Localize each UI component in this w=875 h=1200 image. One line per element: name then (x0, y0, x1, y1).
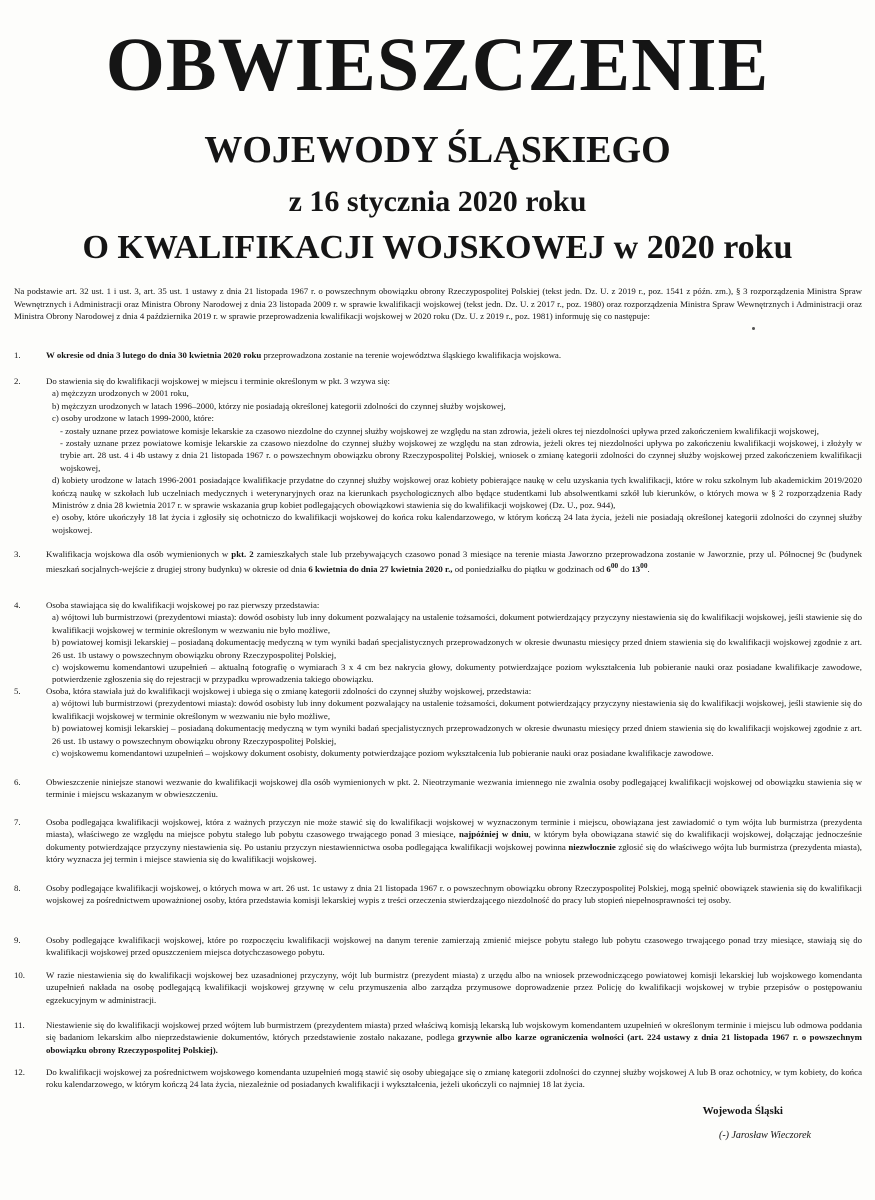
point-3-hour-to: $13^{00}$ (631, 561, 648, 575)
point-5-item-b: b) powiatowej komisji lekarskiej – posiadaną dokumentację medyczną w tym wyniki badań specjalistycznych przeprowadzonych w okresie dwunastu miesięcy przed dniem stawienia się do kwalifikacji wojskowej zgodnie z art. 26 ust. 1b ustawy o powszechnym obowiązku obrony Rzeczypospolitej Polskiej, (52, 723, 862, 746)
point-4-lead: Osoba stawiająca się do kwalifikacji wojskowej po raz pierwszy przedstawia: (46, 600, 320, 610)
point-2-item-c1: - zostały uznane przez powiatowe komisje lekarskie za czasowo niezdolne do czynnej służby wojskowej ze względu na stan zdrowia, jeżeli okres tej niezdolności upływa przed zakończeniem kwalifikacji wojskowej, (60, 425, 819, 436)
point-number: 1. (14, 350, 21, 360)
point-number: 7. (14, 817, 21, 827)
point-12 (14, 1066, 862, 1091)
point-number: 10. (14, 970, 25, 980)
point-12-text: Do kwalifikacji wojskowej za pośrednictwem wojskowego komendanta uzupełnień mogą stawić się osoby ubiegające się o zmianę kategorii zdolności do czynnej służby wojskowej A lub B oraz ochotnicy, w tym kobiety, do końca roku kalendarzowego, w którym kończą 24 lata życia, niezależnie od posiadanych kwalifikacji i wykształcenia, jeżeli ukończyli co najmniej 18 lat życia. (46, 1067, 862, 1090)
legal-basis-paragraph: Na podstawie art. 32 ust. 1 i ust. 3, art. 35 ust. 1 ustawy z dnia 21 listopada 1967 r. o powszechnym obowiązku obrony Rzeczypospolitej Polskiej (tekst jedn. Dz. U. z 2019 r., poz. 1541 z późn. zm.), § 3 rozporządzenia Ministra Spraw Wewnętrznych i Administracji oraz Ministra Obrony Narodowej z dnia 23 listopada 2009 r. w sprawie kwalifikacji wojskowej (tekst jedn. Dz. U. z 2017 r., poz. 1980) oraz rozporządzenia Ministra Spraw Wewnętrznych i Administracji oraz Ministra Obrony Narodowej z dnia 4 października 2019 r. w sprawie przeprowadzenia kwalifikacji wojskowej w 2020 roku (Dz. U. z 2019 r., poz. 1981) informuję się co następuje: (14, 286, 862, 322)
point-11-text: Niestawienie się do kwalifikacji wojskowej przed wójtem lub burmistrzem (prezydentem miasta) przed właściwą komisją lekarską lub wojskowym komendantem uzupełnień w określonym terminie i miejscu lub odmowa poddania się badaniom lekarskim albo nieprzedstawienie dokumentów, których przedstawienie zostało nakazane, podlega (46, 1020, 862, 1043)
point-7 (14, 816, 862, 866)
signature-title: Wojewoda Śląski (702, 1105, 783, 1117)
point-2-item-c: c) osoby urodzone w latach 1999-2000, które: (52, 413, 214, 424)
point-6-text: Obwieszczenie niniejsze stanowi wezwanie do kwalifikacji wojskowej dla osób wymienionych w pkt. 2. Nieotrzymanie wezwania imiennego nie zwalnia osoby podlegającej kwalifikacji wojskowej od obowiązku stawienia się w terminie i miejscu wskazanym w obwieszczeniu. (46, 777, 862, 800)
point-8 (14, 882, 862, 907)
point-5-item-c: c) wojskowemu komendantowi uzupełnień – wojskowy dokument osobisty, dokumenty potwierdzające poziom wykształcenia lub pobieranie nauki oraz posiadane kwalifikacje zawodowe. (52, 748, 714, 759)
main-title: OBWIESZCZENIE (105, 23, 770, 107)
point-number: 8. (14, 883, 21, 893)
signature-name: (-) Jarosław Wieczorek (718, 1130, 811, 1141)
point-11-penalty: grzywnie albo karze ograniczenia wolności (art. 224 ustawy z dnia 21 listopada 1967 r. o powszechnym obowiązku obrony Rzeczypospolitej Polskiej). (46, 1032, 862, 1055)
point-3-text: do (618, 564, 632, 575)
point-4-item-c: c) wojskowemu komendantowi uzupełnień – aktualną fotografię o wymiarach 3 x 4 cm bez nakrycia głowy, dokumenty potwierdzające poziom wykształcenia lub pobieranie nauki oraz posiadane kwalifikacje zawodowe, potwierdzenie zgłoszenia się do rejestracji w przypadku wprowadzenia takiego obowiązku. (52, 662, 862, 685)
point-2-item-c2: - zostały uznane przez powiatowe komisje lekarskie za czasowo niezdolne do czynnej służby wojskowej ze względu na stan zdrowia, jeżeli okres tej niezdolności upływa po zakończeniu kwalifikacji wojskowej, i złożyły w trybie art. 28 ust. 4 i 4b ustawy z dnia 21 listopada 1967 r. o powszechnym obowiązku obrony Rzeczypospolitej Polskiej, wniosek o zmianę kategorii zdolności do czynnej służby wojskowej przed zakończeniem kwalifikacji wojskowej, (60, 438, 862, 473)
subject-title: O KWALIFIKACJI WOJSKOWEJ w 2020 roku (82, 229, 793, 266)
point-1-dates: W okresie od dnia 3 lutego do dnia 30 kwietnia 2020 roku (46, 350, 262, 360)
point-4-item-b: b) powiatowej komisji lekarskiej – posiadaną dokumentację medyczną w tym wyniki badań specjalistycznych przeprowadzonych w okresie dwunastu miesięcy przed dniem stawienia się do kwalifikacji wojskowej zgodnie z art. 26 ust. 1b ustawy o powszechnym obowiązku obrony Rzeczypospolitej Polskiej, (52, 637, 862, 660)
point-2-item-e: e) osoby, które ukończyły 18 lat życia i zgłosiły się ochotniczo do kwalifikacji wojskowej do końca roku kalendarzowego, w którym kończą 24 lata życia, jeżeli nie posiadają określonej kategorii zdolności do czynnej służby wojskowej. (52, 512, 862, 535)
point-7-emphasis: niezwłocznie (568, 841, 616, 852)
point-7-text: Osoba podlegająca kwalifikacji wojskowej, która z ważnych przyczyn nie może stawić się do kwalifikacji wojskowej w wyznaczonym terminie i miejscu, obowiązana jest zawiadomić o tym wójta lub burmistrza (prezydenta miasta), właściwego ze względu na miejsce pobytu stałego lub pobytu czasowego trwającego ponad 3 miesiące, (46, 817, 862, 840)
point-6 (14, 776, 862, 801)
point-number: 5. (14, 686, 21, 696)
point-number: 4. (14, 600, 21, 610)
point-3-hour-from: $6^{00}$ (606, 561, 619, 575)
point-4 (14, 599, 862, 686)
point-3-ref: pkt. 2 (231, 549, 254, 559)
point-2-item-b: b) mężczyzn urodzonych w latach 1996–2000, którzy nie posiadają określonej kategorii zdolności do czynnej służby wojskowej, (52, 400, 506, 411)
point-1 (14, 349, 862, 361)
point-2-lead: Do stawienia się do kwalifikacji wojskowej w miejscu i terminie określonym w pkt. 3 wzywa się: (46, 376, 390, 386)
point-8-text: Osoby podlegające kwalifikacji wojskowej, o których mowa w art. 26 ust. 1c ustawy z dnia 21 listopada 1967 r. o powszechnym obowiązku obrony Rzeczypospolitej Polskiej, mogą spełnić obowiązek stawienia się do kwalifikacji wojskowej za pośrednictwem upoważnionej osoby, która przedstawia komisji lekarskiej wypis z treści orzeczenia stwierdzającego niezdolność do pracy lub stopień niepełnosprawności tej osoby. (46, 883, 862, 906)
scan-speck (752, 327, 755, 330)
date-title: z 16 stycznia 2020 roku (288, 185, 587, 218)
point-2 (14, 375, 862, 536)
point-5-lead: Osoba, która stawiała już do kwalifikacji wojskowej i ubiega się o zmianę kategorii zdolności do czynnej służby wojskowej, przedstawia: (46, 686, 532, 696)
point-10 (14, 969, 862, 1006)
point-number: 2. (14, 376, 21, 386)
point-7-deadline: najpóźniej w dniu (458, 829, 529, 840)
point-2-item-a: a) mężczyzn urodzonych w 2001 roku, (52, 388, 189, 399)
point-3-text: Kwalifikacja wojskowa dla osób wymienionych w (46, 549, 232, 559)
point-7-text: zgłosić się do właściwego wójta lub burmistrza (prezydenta miasta), który wyznacza jej termin i miejsce stawienia się do kwalifikacji wojskowej. (46, 841, 862, 865)
point-3-text: od poniedziałku do piątku w godzinach od (452, 564, 607, 575)
point-number: 11. (14, 1020, 25, 1030)
point-number: 12. (14, 1067, 25, 1077)
point-2-item-d: d) kobiety urodzone w latach 1996-2001 posiadające kwalifikacje przydatne do czynnej służby wojskowej oraz kobiety pobierające naukę w celu uzyskania tych kwalifikacji, które w roku szkolnym lub akademickim 2019/2020 kończą naukę w szkołach lub uczelniach medycznych i weterynaryjnych oraz na kierunkach psychologicznych albo będące studentkami lub absolwentkami szkół lub kierunków, o których mowa w § 2 rozporządzenia Rady Ministrów z dnia 28 kwietnia 2017 r. w sprawie wskazania grup kobiet podlegających obowiązkowi stawienia się do kwalifikacji wojskowej (Dz. U., poz. 944), (52, 475, 862, 511)
point-9-text: Osoby podlegające kwalifikacji wojskowej, które po rozpoczęciu kwalifikacji wojskowej na danym terenie zamierzają zmienić miejsce pobytu stałego lub pobytu czasowego trwającego ponad trzy miesiące, stawiają się do kwalifikacji wojskowej przed opuszczeniem miejsca dotychczasowego pobytu. (46, 935, 862, 958)
point-number: 9. (14, 935, 21, 945)
issuer-title: WOJEWODY ŚLĄSKIEGO (204, 129, 671, 171)
point-number: 3. (14, 549, 21, 559)
point-4-item-a: a) wójtowi lub burmistrzowi (prezydentowi miasta): dowód osobisty lub inny dokument pozwalający na ustalenie tożsamości, dokument potwierdzający przyczyny niestawienia się do kwalifikacji wojskowej, jeśli stawienie się do kwalifikacji wojskowej w terminie określonym w wezwaniu nie było możliwe, (52, 612, 862, 635)
point-number: 6. (14, 777, 21, 787)
point-1-text: przeprowadzona zostanie na terenie województwa śląskiego kwalifikacja wojskowa. (261, 350, 562, 360)
point-3-text: zamieszkałych stale lub przebywających czasowo ponad 3 miesiące na terenie miasta Jaworzno przeprowadzona zostanie w Jaworznie, przy ul. Północnej 9c (budynek mieszkań socjalnych-wejście z drugiej strony budynku) w okresie od dnia (46, 549, 862, 575)
point-5-item-a: a) wójtowi lub burmistrzowi (prezydentowi miasta): dowód osobisty lub inny dokument pozwalający na ustalenie tożsamości, dokument potwierdzający przyczyny niestawienia się do kwalifikacji wojskowej, jeśli stawienie się do kwalifikacji wojskowej w terminie określonym w wezwaniu nie było możliwe, (52, 698, 862, 721)
point-10-text: W razie niestawienia się do kwalifikacji wojskowej bez uzasadnionej przyczyny, wójt lub burmistrz (prezydent miasta) z urzędu albo na wniosek przewodniczącego powiatowej komisji lekarskiej lub wojskowego komendanta uzupełnień nakłada na osobę podlegającą kwalifikacji wojskowej grzywnę w celu przymuszenia albo zarządza przymusowe doprowadzenie przez Policję do kwalifikacji wojskowej w trybie przepisów o postępowaniu egzekucyjnym w administracji. (46, 970, 862, 1005)
point-3: 3. Kwalifikacja wojskowa dla osób wymienionych w pkt. 2 zamieszkałych stale lub przebywających czasowo ponad 3 miesiące na terenie miasta Jaworzno przeprowadzona zostanie w Jaworznie, przy ul. Północnej 9c (budynek mieszkań socjalnych-wejście z drugiej strony budynku) w okresie od dnia 6 kwietnia do dnia 27 kwietnia 2020 r., od poniedziałku do piątku w godzinach od $6^{00}$ do $13^{00}$. (14, 549, 862, 575)
point-3-dates: 6 kwietnia do dnia 27 kwietnia 2020 r., (308, 564, 453, 575)
point-9 (14, 934, 862, 959)
point-5 (14, 685, 862, 759)
point-11 (14, 1019, 862, 1056)
point-7-text: , w którym była obowiązana stawić się do kwalifikacji wojskowej, dołączając jednocześnie dokumenty potwierdzające przyczyny niestawienia się. Po ustaniu przyczyn niestawiennictwa osoba podlegająca kwalifikacji wojskowej powinna (46, 829, 862, 852)
